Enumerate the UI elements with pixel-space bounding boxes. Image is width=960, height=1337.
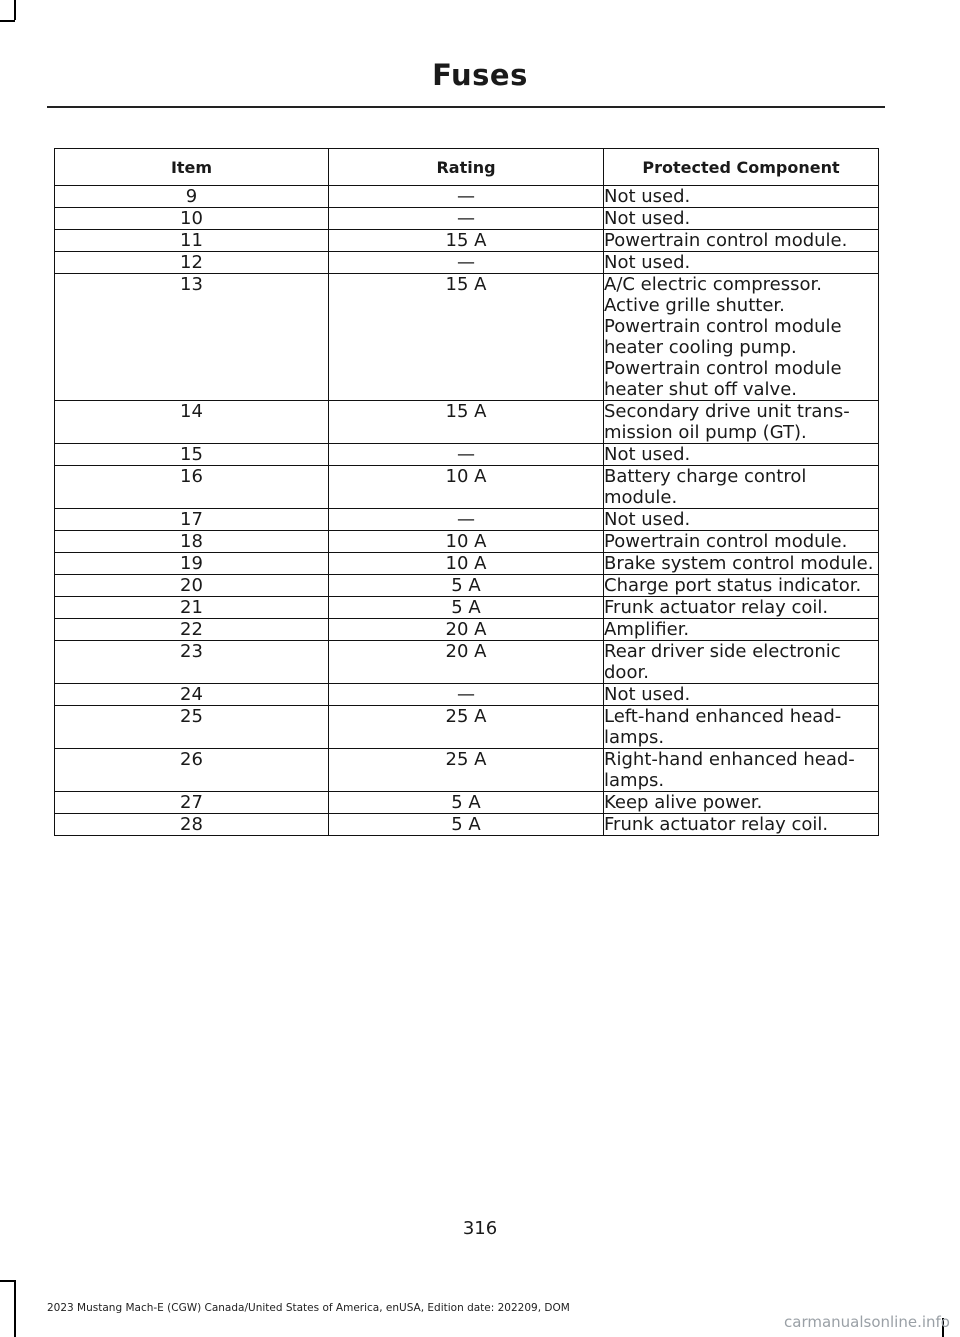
component-line: Not used. (604, 252, 691, 273)
protected-component-cell (604, 208, 879, 230)
component-line: Powertrain control module heater shut off valve. (604, 358, 842, 400)
protected-component-cell (604, 619, 879, 641)
table-header-row (55, 149, 879, 186)
rating-cell: — (329, 252, 604, 274)
protected-component-cell (604, 230, 879, 252)
crop-mark (0, 1280, 15, 1282)
protected-component-cell (604, 444, 879, 466)
rating-cell: 25 A (329, 706, 604, 749)
table-row (55, 274, 879, 401)
rating-cell: — (329, 509, 604, 531)
crop-mark (14, 0, 16, 20)
table-row (55, 466, 879, 509)
protected-component-cell (604, 509, 879, 531)
table-row (55, 230, 879, 252)
crop-mark (0, 20, 15, 22)
protected-component-cell (604, 274, 879, 401)
column-header-item: Item (55, 149, 329, 186)
item-cell: 28 (55, 814, 329, 836)
rating-cell: 10 A (329, 466, 604, 509)
protected-component-cell (604, 186, 879, 208)
rating-cell: — (329, 684, 604, 706)
rating-cell: 10 A (329, 531, 604, 553)
rating-cell: — (329, 186, 604, 208)
crop-mark (14, 1280, 16, 1337)
component-line: Powertrain control module. (604, 531, 848, 552)
table-row (55, 706, 879, 749)
item-cell: 11 (55, 230, 329, 252)
watermark: carmanualsonline.info (784, 1313, 950, 1331)
page-number: 316 (462, 1218, 498, 1239)
item-cell: 14 (55, 401, 329, 444)
header-divider (47, 106, 885, 108)
table-row (55, 575, 879, 597)
item-cell: 12 (55, 252, 329, 274)
table-row (55, 553, 879, 575)
component-line: Amplifier. (604, 619, 690, 640)
table-row (55, 531, 879, 553)
item-cell: 27 (55, 792, 329, 814)
item-cell: 10 (55, 208, 329, 230)
component-line: Not used. (604, 186, 691, 207)
protected-component-cell (604, 684, 879, 706)
table-row (55, 444, 879, 466)
item-cell: 15 (55, 444, 329, 466)
component-line: Not used. (604, 509, 691, 530)
item-cell: 18 (55, 531, 329, 553)
protected-component-cell (604, 597, 879, 619)
component-line: Charge port status indicator. (604, 575, 862, 596)
component-line: Keep alive power. (604, 792, 763, 813)
rating-cell: 20 A (329, 619, 604, 641)
item-cell: 25 (55, 706, 329, 749)
table-row (55, 186, 879, 208)
rating-cell: 10 A (329, 553, 604, 575)
component-line: Battery charge control module. (604, 466, 807, 508)
footer-edition-info: 2023 Mustang Mach-E (CGW) Canada/United States of America, enUSA, Edition date: 202209, DOM (47, 1302, 570, 1314)
component-line: Rear driver side electronic door. (604, 641, 841, 683)
component-line: Not used. (604, 444, 691, 465)
table-row (55, 814, 879, 836)
component-line: Powertrain control module heater cooling pump. (604, 316, 842, 358)
rating-cell: — (329, 444, 604, 466)
protected-component-cell (604, 401, 879, 444)
table-row (55, 641, 879, 684)
protected-component-cell (604, 252, 879, 274)
table-row (55, 401, 879, 444)
item-cell: 9 (55, 186, 329, 208)
rating-cell: — (329, 208, 604, 230)
rating-cell: 5 A (329, 792, 604, 814)
table-row (55, 252, 879, 274)
table-row (55, 749, 879, 792)
protected-component-cell (604, 553, 879, 575)
protected-component-cell (604, 641, 879, 684)
component-line: Right-hand enhanced head-lamps. (604, 749, 855, 791)
rating-cell: 25 A (329, 749, 604, 792)
component-line: Active grille shutter. (604, 295, 785, 316)
column-header-protected-component: Protected Component (604, 149, 879, 186)
protected-component-cell (604, 466, 879, 509)
item-cell: 23 (55, 641, 329, 684)
fuse-table (54, 148, 879, 836)
component-line: Brake system control module. (604, 553, 874, 574)
protected-component-cell (604, 531, 879, 553)
rating-cell: 5 A (329, 814, 604, 836)
component-line: Secondary drive unit trans-mission oil pump (GT). (604, 401, 850, 443)
table-row (55, 597, 879, 619)
rating-cell: 5 A (329, 575, 604, 597)
table-row (55, 684, 879, 706)
component-line: Not used. (604, 208, 691, 229)
component-line: Left-hand enhanced head-lamps. (604, 706, 842, 748)
item-cell: 19 (55, 553, 329, 575)
table-row (55, 619, 879, 641)
page-title: Fuses (432, 58, 528, 92)
protected-component-cell (604, 575, 879, 597)
rating-cell: 15 A (329, 401, 604, 444)
protected-component-cell (604, 792, 879, 814)
component-line: Frunk actuator relay coil. (604, 814, 829, 835)
item-cell: 24 (55, 684, 329, 706)
protected-component-cell (604, 706, 879, 749)
item-cell: 26 (55, 749, 329, 792)
component-line: Frunk actuator relay coil. (604, 597, 829, 618)
table-row (55, 509, 879, 531)
rating-cell: 15 A (329, 274, 604, 401)
component-line: A/C electric compressor. (604, 274, 822, 295)
item-cell: 16 (55, 466, 329, 509)
item-cell: 17 (55, 509, 329, 531)
protected-component-cell (604, 749, 879, 792)
rating-cell: 15 A (329, 230, 604, 252)
component-line: Powertrain control module. (604, 230, 848, 251)
column-header-rating: Rating (329, 149, 604, 186)
item-cell: 22 (55, 619, 329, 641)
item-cell: 13 (55, 274, 329, 401)
table-row (55, 208, 879, 230)
component-line: Not used. (604, 684, 691, 705)
rating-cell: 5 A (329, 597, 604, 619)
rating-cell: 20 A (329, 641, 604, 684)
item-cell: 20 (55, 575, 329, 597)
protected-component-cell (604, 814, 879, 836)
item-cell: 21 (55, 597, 329, 619)
table-row (55, 792, 879, 814)
